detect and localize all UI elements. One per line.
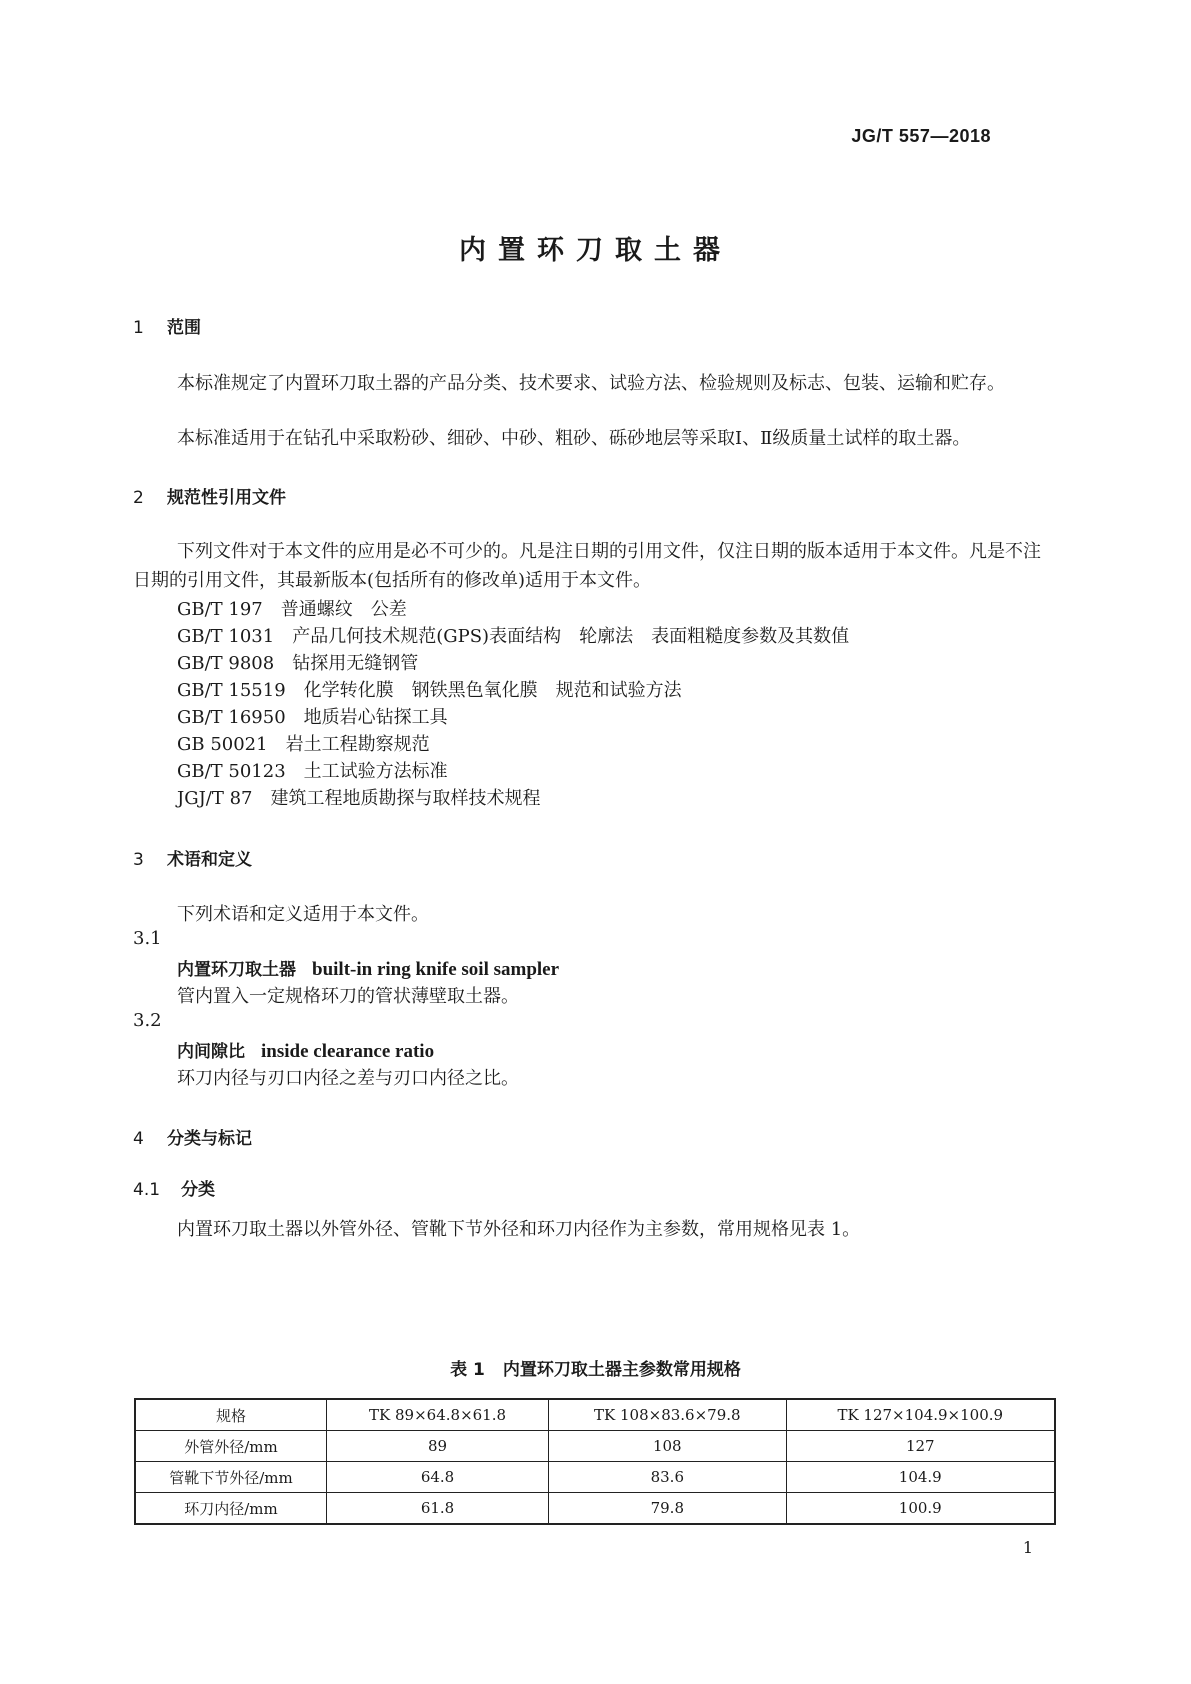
- reference-item: JGJ/T 87 建筑工程地质勘探与取样技术规程: [177, 788, 541, 809]
- table-cell: 79.8: [549, 1493, 786, 1525]
- subsection-4-1-heading: [133, 1175, 215, 1200]
- table-header-cell: TK 89×64.8×61.8: [327, 1399, 549, 1431]
- reference-item: GB/T 15519 化学转化膜 钢铁黑色氧化膜 规范和试验方法: [177, 680, 682, 701]
- section-number: 3: [133, 850, 144, 870]
- table-header-row: [135, 1399, 1055, 1431]
- section-title: 分类与标记: [167, 1129, 252, 1149]
- section-1-para-2: 本标准适用于在钻孔中采取粉砂、细砂、中砂、粗砂、砾砂地层等采取Ⅰ、Ⅱ级质量土试样的取土器。: [177, 428, 971, 449]
- section-title: 范围: [167, 318, 201, 338]
- reference-item: GB/T 16950 地质岩心钻探工具: [177, 707, 448, 728]
- section-2-intro: 下列文件对于本文件的应用是必不可少的。凡是注日期的引用文件，仅注日期的版本适用于本文件。凡是不注日期的引用文件，其最新版本(包括所有的修改单)适用于本文件。: [133, 541, 1041, 591]
- reference-item: GB/T 1031 产品几何技术规范(GPS)表面结构 轮廓法 表面粗糙度参数及其数值: [177, 626, 850, 647]
- table-cell: 64.8: [327, 1462, 549, 1493]
- term-cn: 内置环刀取土器: [177, 960, 296, 980]
- table-row: [135, 1431, 1055, 1462]
- section-3-intro: 下列术语和定义适用于本文件。: [177, 904, 429, 925]
- standard-number: JG/T 557—2018: [851, 126, 991, 146]
- section-number: 4: [133, 1129, 144, 1149]
- table-cell: 89: [327, 1431, 549, 1462]
- reference-item: GB/T 197 普通螺纹 公差: [177, 599, 407, 620]
- table-cell: 61.8: [327, 1493, 549, 1525]
- section-1-heading: [133, 313, 201, 338]
- term-cn: 内间隙比: [177, 1042, 245, 1062]
- term-en: inside clearance ratio: [261, 1041, 435, 1062]
- page-number: 1: [1022, 1538, 1033, 1557]
- table-cell: 83.6: [549, 1462, 786, 1493]
- table-cell: 108: [549, 1431, 786, 1462]
- table-cell: 104.9: [786, 1462, 1055, 1493]
- subsection-title: 分类: [181, 1180, 215, 1200]
- table-cell: 100.9: [786, 1493, 1055, 1525]
- section-4-heading: [133, 1124, 252, 1149]
- table-header-cell: 规格: [135, 1399, 327, 1431]
- table-cell: 127: [786, 1431, 1055, 1462]
- document-title: 内置环刀取土器: [459, 235, 732, 266]
- term-definition: 管内置入一定规格环刀的管状薄壁取土器。: [177, 986, 519, 1007]
- term-definition: 环刀内径与刃口内径之差与刃口内径之比。: [177, 1068, 519, 1089]
- section-number: 1: [133, 318, 144, 338]
- term-heading: [177, 1037, 434, 1063]
- table-row: [135, 1462, 1055, 1493]
- table-caption-number: 表 1: [450, 1360, 485, 1380]
- table-header-cell: TK 108×83.6×79.8: [549, 1399, 786, 1431]
- section-3-heading: [133, 845, 252, 870]
- spec-table: [134, 1398, 1056, 1525]
- table-caption-title: 内置环刀取土器主参数常用规格: [502, 1360, 741, 1380]
- section-title: 规范性引用文件: [167, 488, 286, 508]
- subsection-number: 4.1: [133, 1180, 161, 1200]
- reference-item: GB/T 9808 钻探用无缝钢管: [177, 653, 419, 674]
- table-header-cell: TK 127×104.9×100.9: [786, 1399, 1055, 1431]
- table-cell: 外管外径/mm: [135, 1431, 327, 1462]
- reference-item: GB/T 50123 土工试验方法标准: [177, 761, 448, 782]
- table-row: [135, 1493, 1055, 1525]
- term-number: 3.1: [133, 928, 162, 949]
- table-caption: [0, 1355, 1191, 1380]
- reference-item: GB 50021 岩土工程勘察规范: [177, 734, 430, 755]
- table-cell: 管靴下节外径/mm: [135, 1462, 327, 1493]
- table-cell: 环刀内径/mm: [135, 1493, 327, 1525]
- section-4-para: 内置环刀取土器以外管外径、管靴下节外径和环刀内径作为主参数，常用规格见表 1。: [177, 1219, 861, 1240]
- section-1-para-1: 本标准规定了内置环刀取土器的产品分类、技术要求、试验方法、检验规则及标志、包装、运输和贮存。: [177, 373, 1005, 394]
- term-number: 3.2: [133, 1010, 162, 1031]
- section-2-heading: [133, 483, 286, 508]
- term-en: built-in ring knife soil sampler: [312, 959, 560, 980]
- section-number: 2: [133, 488, 144, 508]
- section-title: 术语和定义: [167, 850, 252, 870]
- term-heading: [177, 955, 559, 981]
